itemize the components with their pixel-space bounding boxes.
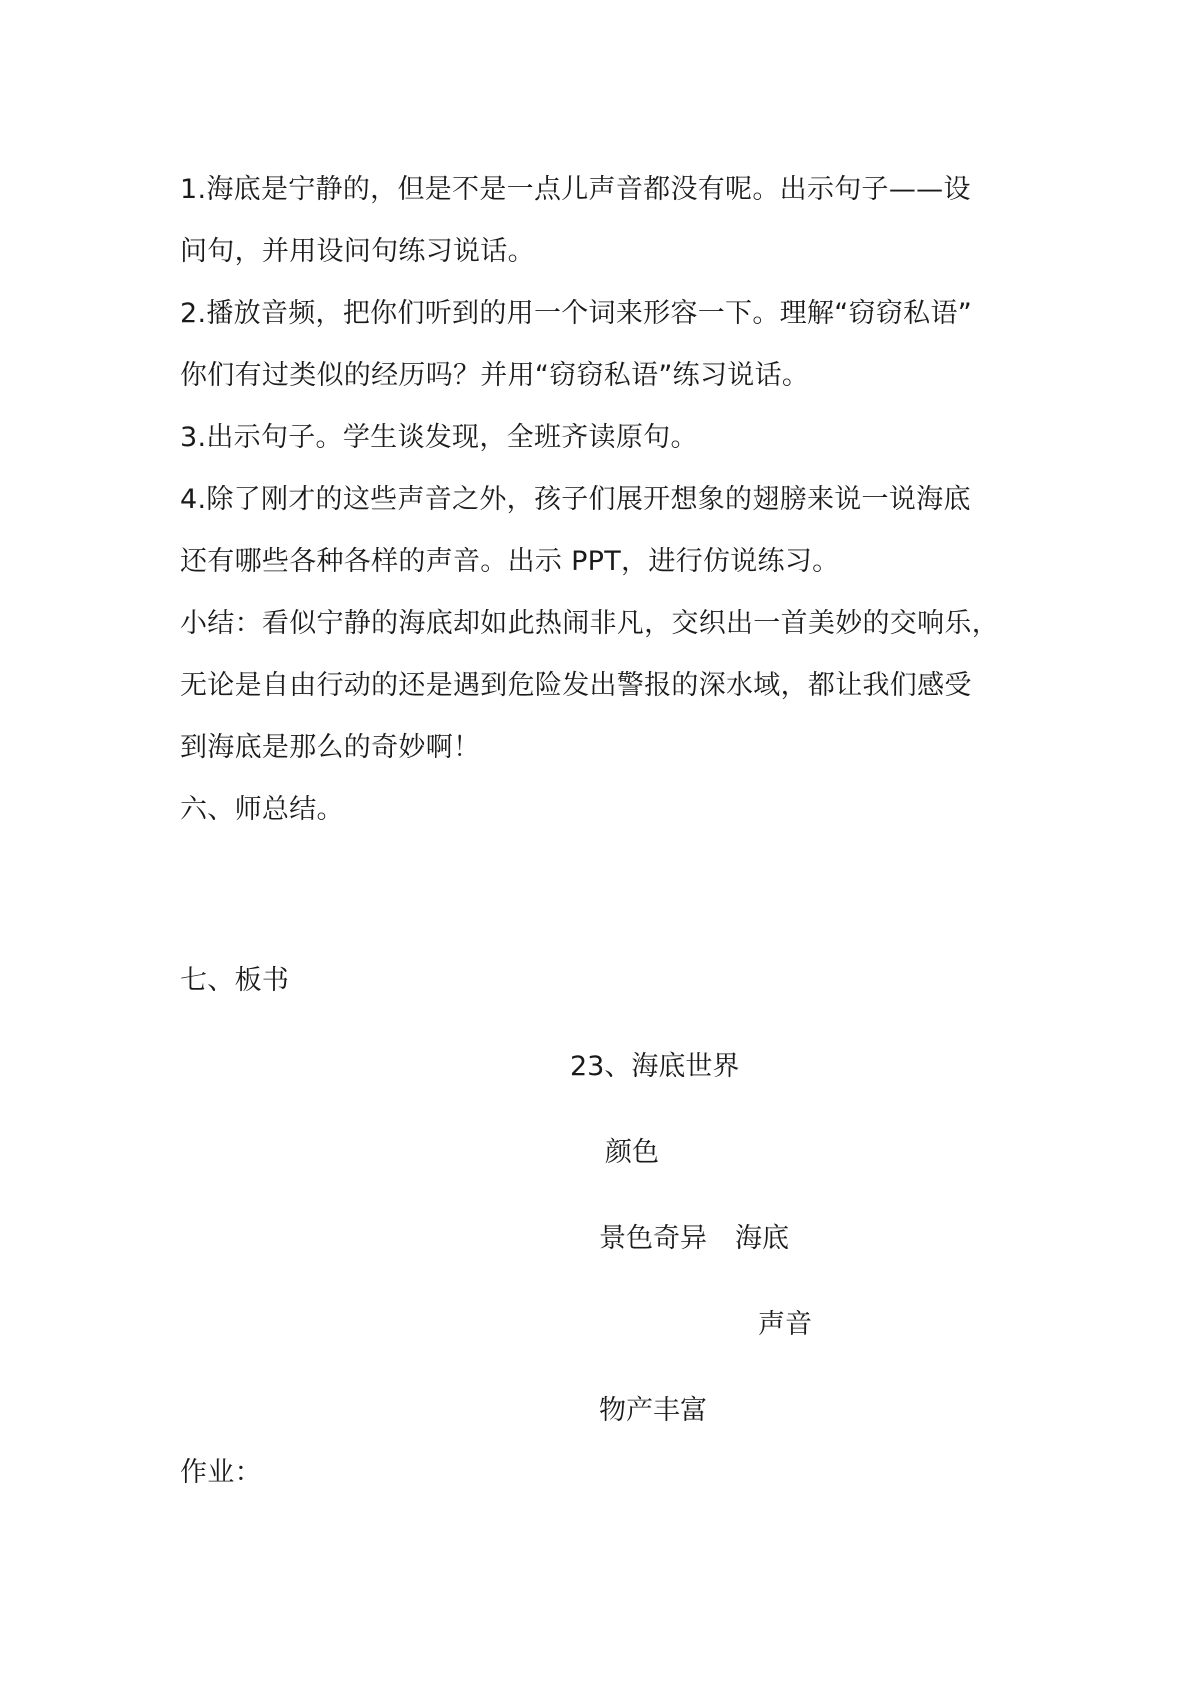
paragraph-2-cont: 你们有过类似的经历吗？并用“窃窃私语”练习说话。: [180, 360, 810, 391]
paragraph-4: 4.除了刚才的这些声音之外，孩子们展开想象的翅膀来说一说海底: [180, 484, 971, 515]
board-color: 颜色: [605, 1137, 659, 1168]
paragraph-3: 3.出示句子。学生谈发现，全班齐读原句。: [180, 422, 698, 453]
section-seven-heading: 七、板书: [180, 965, 290, 996]
summary-paragraph-cont: 无论是自由行动的还是遇到危险发出警报的深水域，都让我们感受: [180, 670, 972, 701]
paragraph-4-cont: 还有哪些各种各样的声音。出示 PPT，进行仿说练习。: [180, 546, 840, 577]
section-six-heading: 六、师总结。: [180, 794, 344, 825]
board-products: 物产丰富: [599, 1395, 707, 1426]
summary-paragraph-end: 到海底是那么的奇妙啊！: [180, 732, 481, 763]
board-scenery: 景色奇异: [599, 1223, 707, 1254]
paragraph-2: 2.播放音频，把你们听到的用一个词来形容一下。理解“窃窃私语”: [180, 298, 973, 329]
paragraph-1-cont: 问句，并用设问句练习说话。: [180, 236, 535, 267]
board-sound: 声音: [758, 1309, 812, 1340]
homework-label: 作业：: [180, 1457, 262, 1488]
board-seabed: 海底: [735, 1223, 789, 1254]
summary-paragraph: 小结：看似宁静的海底却如此热闹非凡，交织出一首美妙的交响乐，: [180, 608, 999, 639]
paragraph-1: 1.海底是宁静的，但是不是一点儿声音都没有呢。出示句子——设: [180, 174, 971, 205]
board-title: 23、海底世界: [570, 1051, 740, 1082]
